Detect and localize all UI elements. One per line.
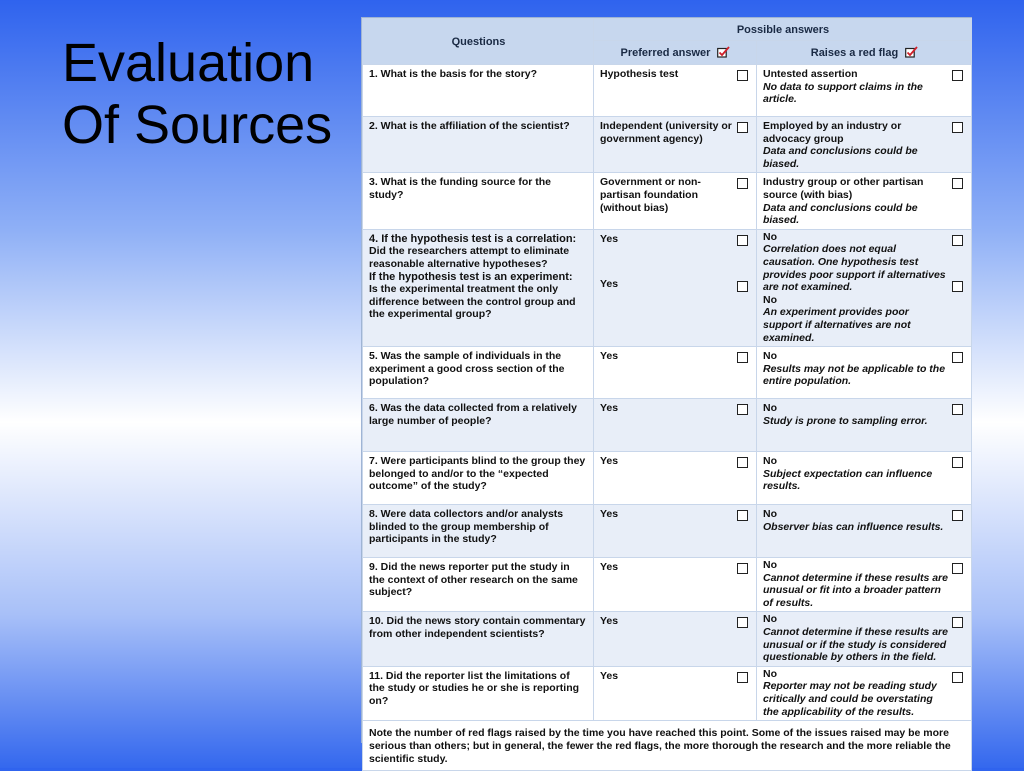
checkbox[interactable] [737, 281, 748, 292]
preferred-answer-cell [594, 452, 757, 505]
red-flag-answer: No [763, 667, 777, 680]
preferred-answer-text: Yes [600, 615, 619, 628]
question-cell: 11. Did the reporter list the limitations of the study or studies he or she is reporting on? [363, 666, 594, 720]
question-cell: 9. Did the news reporter put the study in the context of other research on the same subject? [363, 558, 594, 612]
red-flag-cell [757, 347, 972, 399]
preferred-answer-text: Yes [600, 455, 619, 468]
preferred-answer-text: Yes [600, 232, 619, 245]
preferred-answer-header [594, 41, 757, 65]
checkbox[interactable] [952, 510, 963, 521]
question-cell [363, 229, 594, 346]
checkbox[interactable] [952, 281, 963, 292]
red-flag-cell [757, 117, 972, 173]
preferred-answer-label: Preferred answer [620, 47, 711, 60]
checked-box-icon [905, 46, 918, 58]
note-row [363, 721, 972, 771]
red-flag-reason: Correlation does not equal causation. One hypothesis test provides poor support if alternatives are not examined. [763, 243, 946, 294]
table-row [363, 347, 972, 399]
checkbox[interactable] [952, 672, 963, 683]
preferred-answer-text: Government or non-partisan foundation (without bias) [600, 176, 701, 214]
red-flag-cell [757, 399, 972, 452]
table-row [363, 65, 972, 117]
red-flag-answer: No [763, 613, 777, 626]
preferred-answer-cell [594, 666, 757, 720]
red-flag-answer: No [763, 455, 777, 468]
checkbox[interactable] [737, 510, 748, 521]
preferred-answer-text: Yes [600, 508, 619, 521]
red-flag-answer: No [763, 559, 777, 572]
question-cell: 10. Did the news story contain commentary from other independent scientists? [363, 612, 594, 666]
preferred-answer-cell [594, 65, 757, 117]
checkbox[interactable] [952, 457, 963, 468]
question-cell: 2. What is the affiliation of the scientist? [363, 117, 594, 173]
red-flag-answer: Employed by an industry or advocacy group [763, 120, 902, 145]
red-flag-reason: Results may not be applicable to the entire population. [763, 362, 946, 388]
red-flag-answer: No [763, 402, 777, 415]
red-flag-cell [757, 65, 972, 117]
red-flag-reason: Data and conclusions could be biased. [763, 145, 918, 170]
checked-box-icon [717, 46, 730, 58]
red-flag-answer: Untested assertion [763, 68, 858, 80]
red-flag-answer: No [763, 230, 777, 243]
table-row [363, 666, 972, 720]
red-flag-reason: Cannot determine if these results are unusual or if the study is considered questionable by others in the field. [763, 626, 948, 664]
preferred-answer-cell [594, 558, 757, 612]
checkbox[interactable] [737, 235, 748, 246]
table-row [363, 452, 972, 505]
red-flag-reason: An experiment provides poor support if alternatives are not examined. [763, 306, 911, 344]
red-flag-answer: No [763, 293, 777, 306]
checkbox[interactable] [952, 122, 963, 133]
checkbox[interactable] [952, 352, 963, 363]
table-row [363, 173, 972, 229]
red-flag-answer: No [763, 508, 777, 521]
question-4b-text: Is the experimental treatment the only difference between the control group and the experimental group? [369, 283, 576, 321]
question-4a-text: Did the researchers attempt to eliminate reasonable alternative hypotheses? [369, 245, 570, 270]
question-cell: 8. Were data collectors and/or analysts blinded to the group membership of participants in the study? [363, 505, 594, 558]
red-flag-answer: No [763, 350, 777, 363]
red-flag-label: Raises a red flag [810, 47, 899, 60]
questions-header: Questions [363, 19, 594, 65]
red-flag-cell [757, 452, 972, 505]
table-row [363, 612, 972, 666]
red-flag-cell [757, 666, 972, 720]
question-cell: 3. What is the funding source for the study? [363, 173, 594, 229]
possible-answers-header: Possible answers [594, 19, 972, 41]
checkbox[interactable] [737, 404, 748, 415]
preferred-answer-cell [594, 173, 757, 229]
red-flag-reason: Data and conclusions could be biased. [763, 201, 918, 227]
preferred-answer-text: Yes [600, 350, 619, 363]
checkbox[interactable] [737, 672, 748, 683]
red-flag-cell [757, 173, 972, 229]
table-row [363, 229, 972, 346]
preferred-answer-text: Hypothesis test [600, 68, 679, 80]
table-row [363, 399, 972, 452]
red-flag-reason: No data to support claims in the article. [763, 80, 923, 106]
note-text: Note the number of red flags raised by the time you have reached this point. Some of the issues raised may be more serious than others; but in general, the fewer the red flags, the more thorough the research and the more reliable the scientific study. [363, 721, 972, 771]
preferred-answer-text: Yes [600, 561, 619, 574]
question-4a-heading: 4. If the hypothesis test is a correlation: [369, 232, 577, 245]
checkbox[interactable] [952, 617, 963, 628]
preferred-answer-cell [594, 399, 757, 452]
red-flag-reason: Cannot determine if these results are unusual or fit into a broader pattern of results. [763, 571, 948, 609]
question-cell: 7. Were participants blind to the group they belonged to and/or to the “expected outcome” of the study? [363, 452, 594, 505]
checkbox[interactable] [737, 563, 748, 574]
preferred-answer-cell [594, 117, 757, 173]
preferred-answer-cell [594, 505, 757, 558]
red-flag-cell [757, 229, 972, 346]
checkbox[interactable] [952, 178, 963, 189]
table-row [363, 117, 972, 173]
checkbox[interactable] [952, 563, 963, 574]
red-flag-answer: Industry group or other partisan source (with bias) [763, 176, 924, 201]
red-flag-cell [757, 612, 972, 666]
slide-title [62, 32, 352, 156]
table-row [363, 505, 972, 558]
preferred-answer-cell [594, 229, 757, 346]
checkbox[interactable] [737, 457, 748, 468]
checkbox[interactable] [737, 617, 748, 628]
preferred-answer-text: Yes [600, 278, 619, 291]
question-cell: 5. Was the sample of individuals in the experiment a good cross section of the population? [363, 347, 594, 399]
red-flag-reason: Study is prone to sampling error. [763, 414, 928, 427]
red-flag-cell [757, 505, 972, 558]
checkbox[interactable] [737, 122, 748, 133]
evaluation-table [361, 17, 972, 766]
preferred-answer-text: Independent (university or government agency) [600, 120, 732, 145]
red-flag-reason: Observer bias can influence results. [763, 520, 944, 533]
checkbox[interactable] [952, 235, 963, 246]
question-cell: 1. What is the basis for the story? [363, 65, 594, 117]
checkbox[interactable] [737, 352, 748, 363]
red-flag-reason: Subject expectation can influence results. [763, 467, 933, 493]
source-evaluation-table [362, 18, 972, 771]
slide-title-line2: Of Sources [62, 95, 333, 155]
checkbox[interactable] [952, 70, 963, 81]
table-row [363, 558, 972, 612]
red-flag-cell [757, 558, 972, 612]
preferred-answer-text: Yes [600, 669, 619, 682]
question-4b-heading: If the hypothesis test is an experiment: [369, 270, 573, 283]
checkbox[interactable] [737, 178, 748, 189]
red-flag-header [757, 41, 972, 65]
slide-title-line1: Evaluation [62, 33, 315, 93]
checkbox[interactable] [952, 404, 963, 415]
preferred-answer-cell [594, 612, 757, 666]
preferred-answer-text: Yes [600, 402, 619, 415]
checkbox[interactable] [737, 70, 748, 81]
question-cell: 6. Was the data collected from a relatively large number of people? [363, 399, 594, 452]
red-flag-reason: Reporter may not be reading study critically and could be overstating the applicability of the results. [763, 680, 937, 718]
preferred-answer-cell [594, 347, 757, 399]
